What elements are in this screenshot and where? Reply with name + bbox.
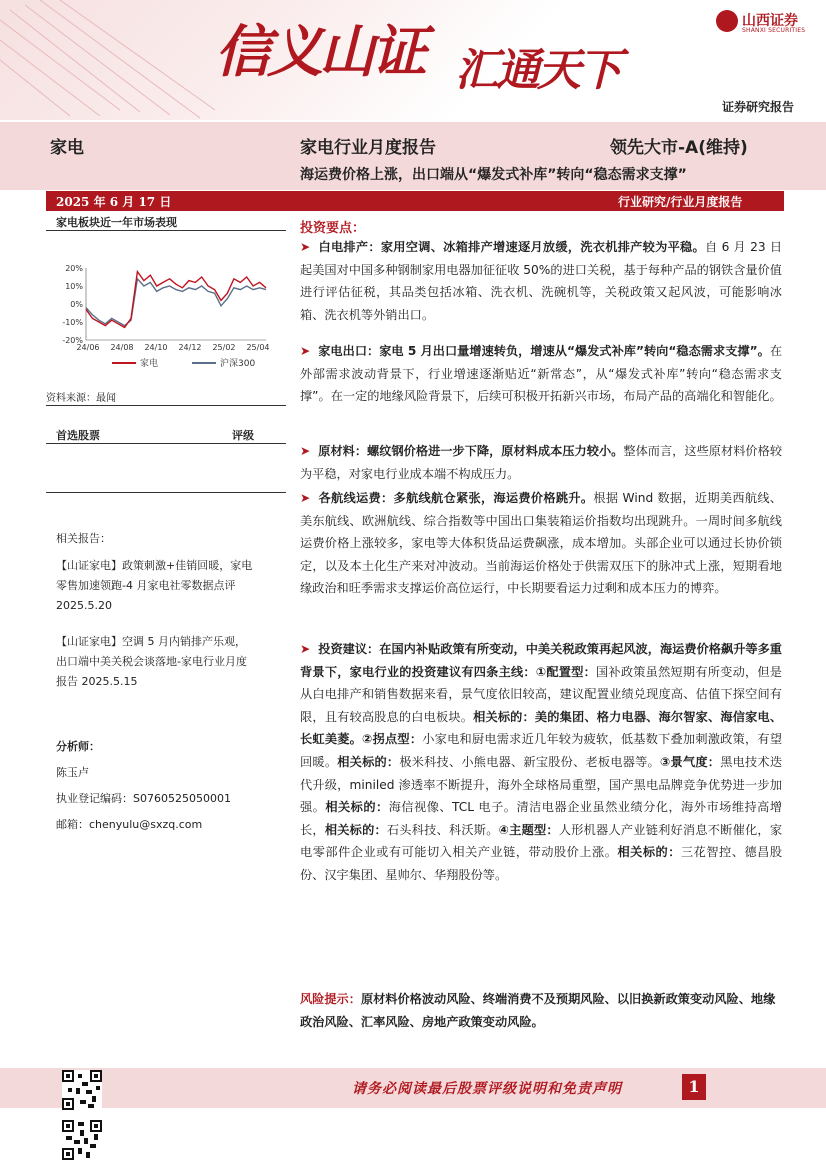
related-report-line: 报告 2025.5.15 xyxy=(56,675,138,688)
related-reports-title: 相关报告： xyxy=(56,532,111,545)
chart-source: 资料来源：最闻 xyxy=(46,393,116,404)
arrow-icon: ➤ xyxy=(300,444,311,458)
slogan-sub: 汇通天下 xyxy=(455,45,619,96)
x-tick-label: 24/10 xyxy=(144,343,168,352)
related-report-2[interactable] xyxy=(56,632,284,692)
brand-name-en: SHANXI SECURITIES xyxy=(742,27,806,34)
related-report-line: 零售加速领跑-4 月家电社零数据点评 xyxy=(56,579,236,592)
report-date: 2025 年 6 月 17 日 xyxy=(56,195,172,209)
legend-label: 沪深300 xyxy=(220,359,256,369)
qr-code-icon xyxy=(62,1070,102,1110)
point-heading: 白电排产：家用空调、冰箱排产增速逐月放缓，洗衣机排产较为平稳。 xyxy=(318,240,705,254)
x-tick-label: 24/06 xyxy=(76,343,100,352)
y-tick-label: 0% xyxy=(70,300,83,309)
header-pattern xyxy=(0,0,220,120)
risk-warning xyxy=(300,988,782,1034)
invest-text: 石头科技、科沃斯。 xyxy=(386,822,499,837)
disclaimer-notice[interactable]: 请务必阅读最后股票评级说明和免责声明 xyxy=(352,1081,622,1097)
report-tag: 证券研究报告 xyxy=(722,100,795,114)
invest-bold: 相关标的： xyxy=(325,800,389,815)
point-text: 整体而言，这些原材料价格较为平稳，对家电行业成本端不构成压力。 xyxy=(300,444,783,481)
point-heading: 家电出口：家电 5 月出口量增速转负，增速从“爆发式补库”转向“稳态需求支撑”。 xyxy=(318,344,770,358)
point-text: 自 6 月 23 日起美国对中国多种钢制家用电器加征征收 50%的进口关税，基于每种产品的钢铁含量价值进行评估征税，其品类包括冰箱、洗衣机、洗碗机等，关税政策又起风波，可能影响冰箱、洗衣机等外销出口。 xyxy=(300,240,783,322)
divider xyxy=(46,230,286,231)
invest-bold: 相关标的： xyxy=(337,754,400,769)
invest-bold: ③景气度： xyxy=(659,754,721,769)
point-4 xyxy=(300,487,782,600)
divider xyxy=(46,443,286,444)
x-tick-label: 25/02 xyxy=(212,343,236,352)
invest-bold: ④主题型： xyxy=(498,822,559,837)
point-1 xyxy=(300,236,782,326)
point-3 xyxy=(300,440,782,485)
arrow-icon: ➤ xyxy=(300,344,311,358)
x-tick-label: 24/12 xyxy=(178,343,202,352)
market-chart xyxy=(56,262,274,374)
related-report-1[interactable] xyxy=(56,556,284,616)
analyst-cert: 执业登记编码：S0760525050001 xyxy=(56,792,231,805)
risk-text: 原材料价格波动风险、终端消费不及预期风险、以旧换新政策变动风险、地缘政治风险、汇率风险、房地产政策变动风险。 xyxy=(300,992,776,1029)
arrow-icon: ➤ xyxy=(300,240,311,254)
invest-bold: 相关标的：美的集团、格力电器、海尔智家、海信家电、长虹美菱。②拐点型： xyxy=(300,709,783,747)
x-tick-label: 24/08 xyxy=(110,343,134,352)
invest-text: 黑电技术迭代升级，miniled 渗透率不断提升，海外全球格局重塑，国产黑电品牌竞争优势进一步加强。 xyxy=(300,754,783,815)
invest-bold: 投资建议：在国内补贴政策有所变动，中美关税政策再起风波，海运费价格飙升等多重背景下，家电行业的投资建议有四条主线：①配置型： xyxy=(300,642,782,679)
divider xyxy=(46,492,286,493)
related-report-line: 【山证家电】政策刺激+佳销回暖，家电 xyxy=(56,559,253,572)
series-line-csi300 xyxy=(86,279,266,326)
section-title: 投资要点： xyxy=(300,221,366,236)
analyst-name: 陈玉卢 xyxy=(56,766,89,779)
rating: 领先大市-A(维持) xyxy=(610,138,748,158)
point-2 xyxy=(300,340,782,408)
y-tick-label: 10% xyxy=(65,282,83,291)
chart-title: 家电板块近一年市场表现 xyxy=(56,216,177,229)
invest-text: 国补政策虽然短期有所变动，但是从白电排产和销售数据来看，景气度依旧较高，建议配置业绩兑现度高、估值下探空间有限，且有较高股息的白电板块。 xyxy=(300,664,782,724)
headline: 海运费价格上涨，出口端从“爆发式补库”转向“稳态需求支撑” xyxy=(300,167,687,183)
x-tick-label: 25/04 xyxy=(246,343,270,352)
qr-code-icon xyxy=(62,1120,102,1160)
legend-label: 家电 xyxy=(140,359,159,369)
y-tick-label: -10% xyxy=(62,318,83,327)
risk-label: 风险提示： xyxy=(300,992,361,1006)
report-type: 家电行业月度报告 xyxy=(300,138,436,158)
brand-name: 山西证券 xyxy=(742,13,798,29)
brand-logo-icon xyxy=(716,10,738,32)
slogan-main: 信义山证 xyxy=(215,19,423,85)
invest-text: 人形机器人产业链利好消息不断催化，家电零部件企业或有可能切入相关产业链，带动股价上涨。 xyxy=(300,822,783,860)
invest-text: 海信视像、TCL 电子。清洁电器企业虽然业绩分化，海外市场维持高增长， xyxy=(300,800,783,837)
y-tick-label: -20% xyxy=(62,336,83,345)
invest-bold: 相关标的： xyxy=(617,845,681,860)
analyst-email[interactable]: 邮箱：chenyulu@sxzq.com xyxy=(56,818,203,831)
page-number: 1 xyxy=(682,1074,706,1100)
related-report-line: 出口端中美关税会谈落地-家电行业月度 xyxy=(56,655,247,668)
arrow-icon: ➤ xyxy=(300,491,311,505)
invest-text: 三花智控、德昌股份、汉宇集团、星帅尔、华翔股份等。 xyxy=(300,845,783,882)
invest-bold: 相关标的： xyxy=(324,822,387,837)
related-report-line: 2025.5.20 xyxy=(56,599,112,612)
point-invest xyxy=(300,638,782,887)
point-text: 根据 Wind 数据，近期美西航线、美东航线、欧洲航线、综合指数等中国出口集装箱运价指数均出现跳升。一周时间多航线运费价格上涨较多，家电等大体积货品运费飙涨，成本增加。头部企业可以通过长协价锁定，以及本土化生产来对冲波动。当前海运价格处于供需双压下的脉冲式上涨，短期看地缘政治和旺季需求支撑运价高位运行，中长期要看运力过剩和成本压力的博弈。 xyxy=(300,491,782,596)
analyst-title: 分析师： xyxy=(56,740,100,753)
preferred-stocks-header: 首选股票 xyxy=(56,429,100,442)
invest-text: 极米科技、小熊电器、新宝股份、老板电器等。 xyxy=(399,754,660,769)
point-heading: 各航线运费：多航线航仓紧张，海运费价格跳升。 xyxy=(318,491,594,505)
report-category: 行业研究/行业月度报告 xyxy=(618,195,743,209)
arrow-icon: ➤ xyxy=(300,642,311,656)
divider xyxy=(46,405,286,406)
point-heading: 原材料：螺纹钢价格进一步下降，原材料成本压力较小。 xyxy=(318,444,624,458)
sector-name: 家电 xyxy=(50,138,84,158)
stock-rating-header: 评级 xyxy=(232,429,254,442)
point-text: 在外部需求波动背景下，行业增速逐渐贴近“新常态”，从“爆发式补库”转向“稳态需求支撑”。在一定的地缘风险背景下，后续可积极开拓新兴市场，布局产品的高端化和智能化。 xyxy=(300,344,782,404)
related-report-line: 【山证家电】空调 5 月内销排产乐观， xyxy=(56,635,246,648)
y-tick-label: 20% xyxy=(65,264,83,273)
invest-text: 小家电和厨电需求近几年较为疲软，低基数下叠加刺激政策，有望回暖。 xyxy=(300,732,783,769)
